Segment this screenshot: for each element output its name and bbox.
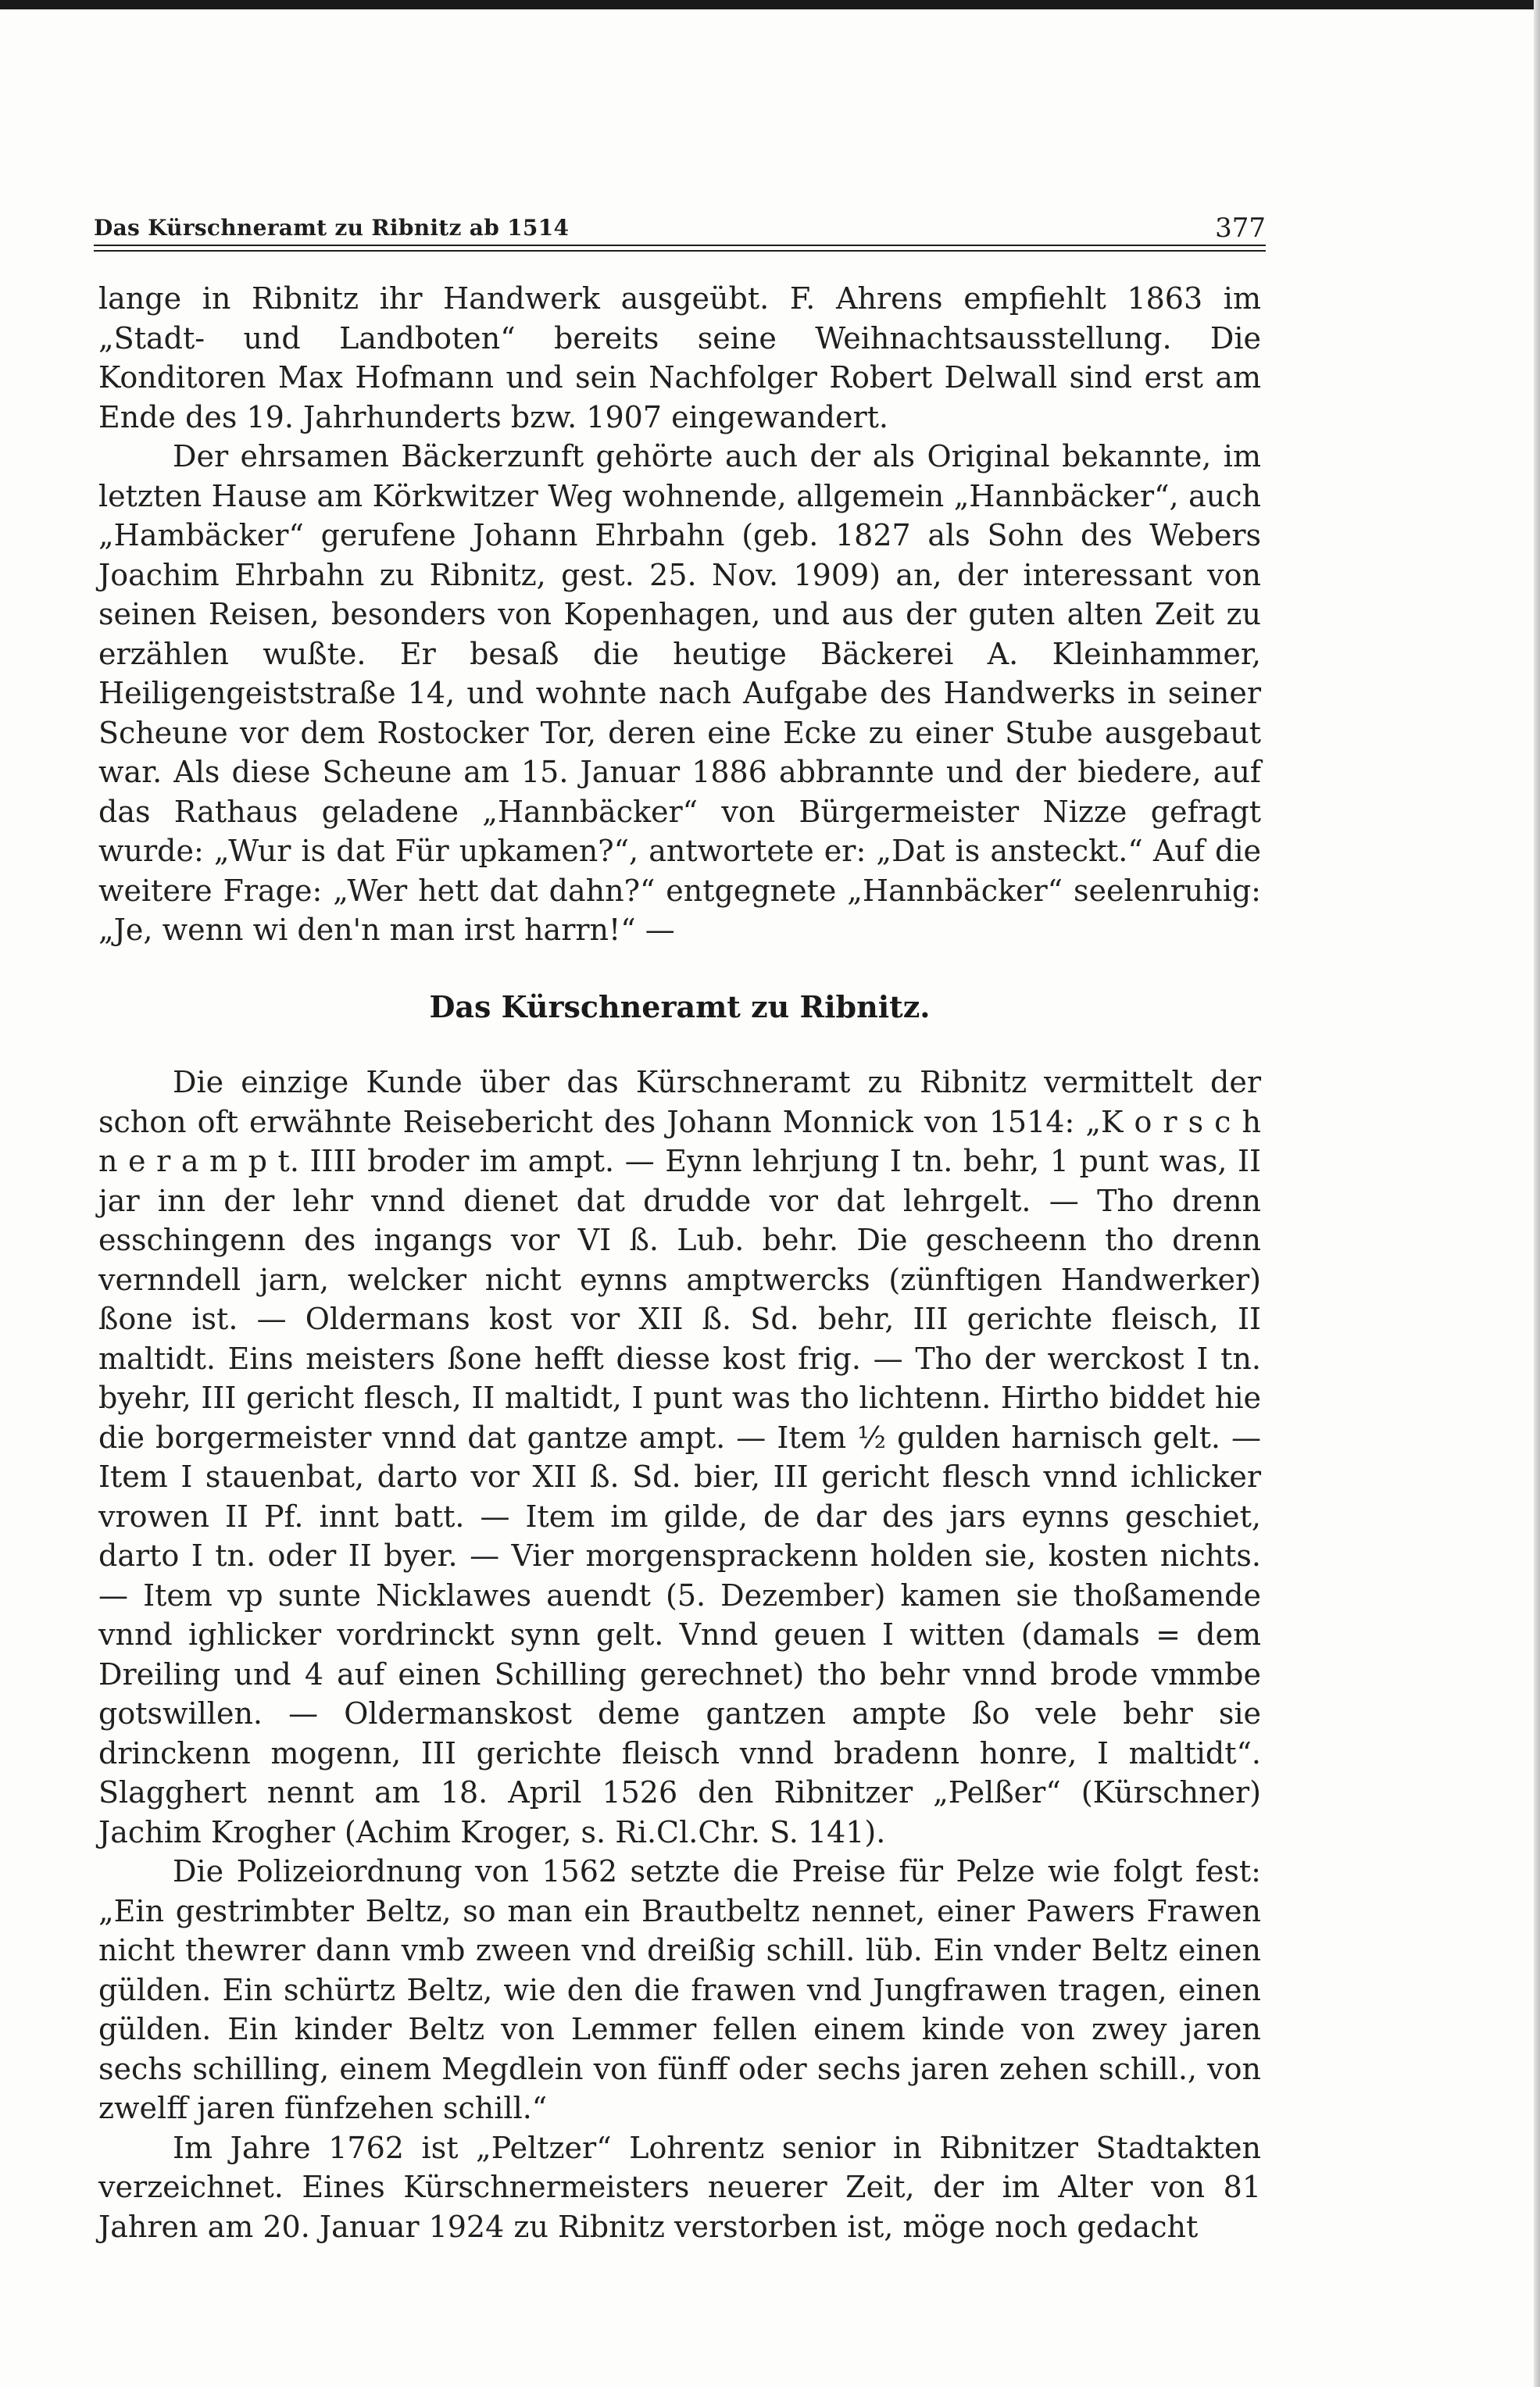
section-heading: Das Kürschneramt zu Ribnitz. <box>429 988 931 1024</box>
scan-right-edge <box>1534 0 1540 2387</box>
running-header <box>94 205 1266 252</box>
scan-top-edge <box>0 0 1540 9</box>
paragraph: Die Polizeiordnung von 1562 setzte die Preise für Pelze wie folgt fest: „Ein gestrimbter Beltz, so man ein Brautbeltz nennet, einer Pawers Frawen nicht thewrer dann vmb zween vnd dreißig schill. lüb. Ein vnder Beltz einen gülden. Ein schürtz Beltz, wie den die frawen vnd Jungfrawen tragen, einen gülden. Ein kinder Beltz von Lemmer fellen einem kinde von zwey jaren sechs schilling, einem Megdlein von fünff oder sechs jaren zehen schill., von zwelff jaren fünfzehen schill.“ <box>98 1854 1261 2125</box>
header-double-rule <box>94 245 1266 252</box>
paragraph: Die einzige Kunde über das Kürschneramt zu Ribnitz vermittelt der schon oft erwähnte Reisebericht des Johann Monnick von 1514: „K o r s c h n e r a m p t. IIII broder im ampt. — Eynn lehrjung I tn. behr, 1 punt was, II jar inn der lehr vnnd dienet dat drudde vor dat lehrgelt. — Tho drenn esschingenn des ingangs vor VI ß. Lub. behr. Die gescheenn tho drenn vernndell jarn, welcker nicht eynns amptwercks (zünftigen Handwerker) ßone ist. — Oldermans kost vor XII ß. Sd. behr, III gerichte fleisch, II maltidt. Eins meisters ßone hefft diesse kost frig. — Tho der werckost I tn. byehr, III gericht flesch, II maltidt, I punt was tho lichtenn. Hirtho biddet hie die borgermeister vnnd dat gantze ampt. — Item ½ gulden harnisch gelt. — Item I stauenbat, darto vor XII ß. Sd. bier, III gericht flesch vnnd ichlicker vrowen II Pf. innt batt. — Item im gilde, de dar des jars eynns geschiet, darto I tn. oder II byer. — Vier morgensprackenn holden sie, kosten nichts. — Item vp sunte Nicklawes auendt (5. Dezember) kamen sie thoßamende vnnd ighlicker vordrinckt synn gelt. Vnnd geuen I witten (damals = dem Dreiling und 4 auf einen Schilling gerechnet) tho behr vnnd brode vmmbe gotswillen. — Oldermanskost deme gantzen ampte ßo vele behr sie drinckenn mogenn, III gerichte fleisch vnnd bradenn honre, I maltidt“. Slagghert nennt am 18. April 1526 den Ribnitzer „Pelßer“ (Kürschner) Jachim Krogher (Achim Kroger, s. Ri.Cl.Chr. S. 141). <box>98 1065 1261 1849</box>
paragraph: lange in Ribnitz ihr Handwerk ausgeübt. F. Ahrens empfiehlt 1863 im „Stadt- und Landboten“ bereits seine Weihnachtsausstellung. Die Konditoren Max Hofmann und sein Nachfolger Robert Delwall sind erst am Ende des 19. Jahrhunderts bzw. 1907 eingewandert. <box>98 281 1261 434</box>
page-number: 377 <box>1215 213 1266 244</box>
paragraph: Im Jahre 1762 ist „Peltzer“ Lohrentz senior in Ribnitzer Stadtakten verzeichnet. Eines Kürschnermeisters neuerer Zeit, der im Alter von 81 Jahren am 20. Januar 1924 zu Ribnitz verstorben ist, möge noch gedacht <box>98 2130 1261 2244</box>
running-header-title: Das Kürschneramt zu Ribnitz ab 1514 <box>94 215 570 241</box>
paragraph: Der ehrsamen Bäckerzunft gehörte auch der als Original bekannte, im letzten Hause am Körkwitzer Weg wohnende, allgemein „Hannbäcker“, auch „Hambäcker“ gerufene Johann Ehrbahn (geb. 1827 als Sohn des Webers Joachim Ehrbahn zu Ribnitz, gest. 25. Nov. 1909) an, der interessant von seinen Reisen, besonders von Kopenhagen, und aus der guten alten Zeit zu erzählen wußte. Er besaß die heutige Bäckerei A. Kleinhammer, Heiligengeiststraße 14, und wohnte nach Aufgabe des Handwerks in seiner Scheune vor dem Rostocker Tor, deren eine Ecke zu einer Stube ausgebaut war. Als diese Scheune am 15. Januar 1886 abbrannte und der biedere, auf das Rathaus geladene „Hannbäcker“ von Bürgermeister Nizze gefragt wurde: „Wur is dat Für upkamen?“, antwortete er: „Dat is ansteckt.“ Auf die weitere Frage: „Wer hett dat dahn?“ entgegnete „Hannbäcker“ seelenruhig: „Je, wenn wi den'n man irst harrn!“ — <box>98 439 1261 947</box>
book-page <box>0 9 1534 2387</box>
page-body <box>98 279 1261 2246</box>
